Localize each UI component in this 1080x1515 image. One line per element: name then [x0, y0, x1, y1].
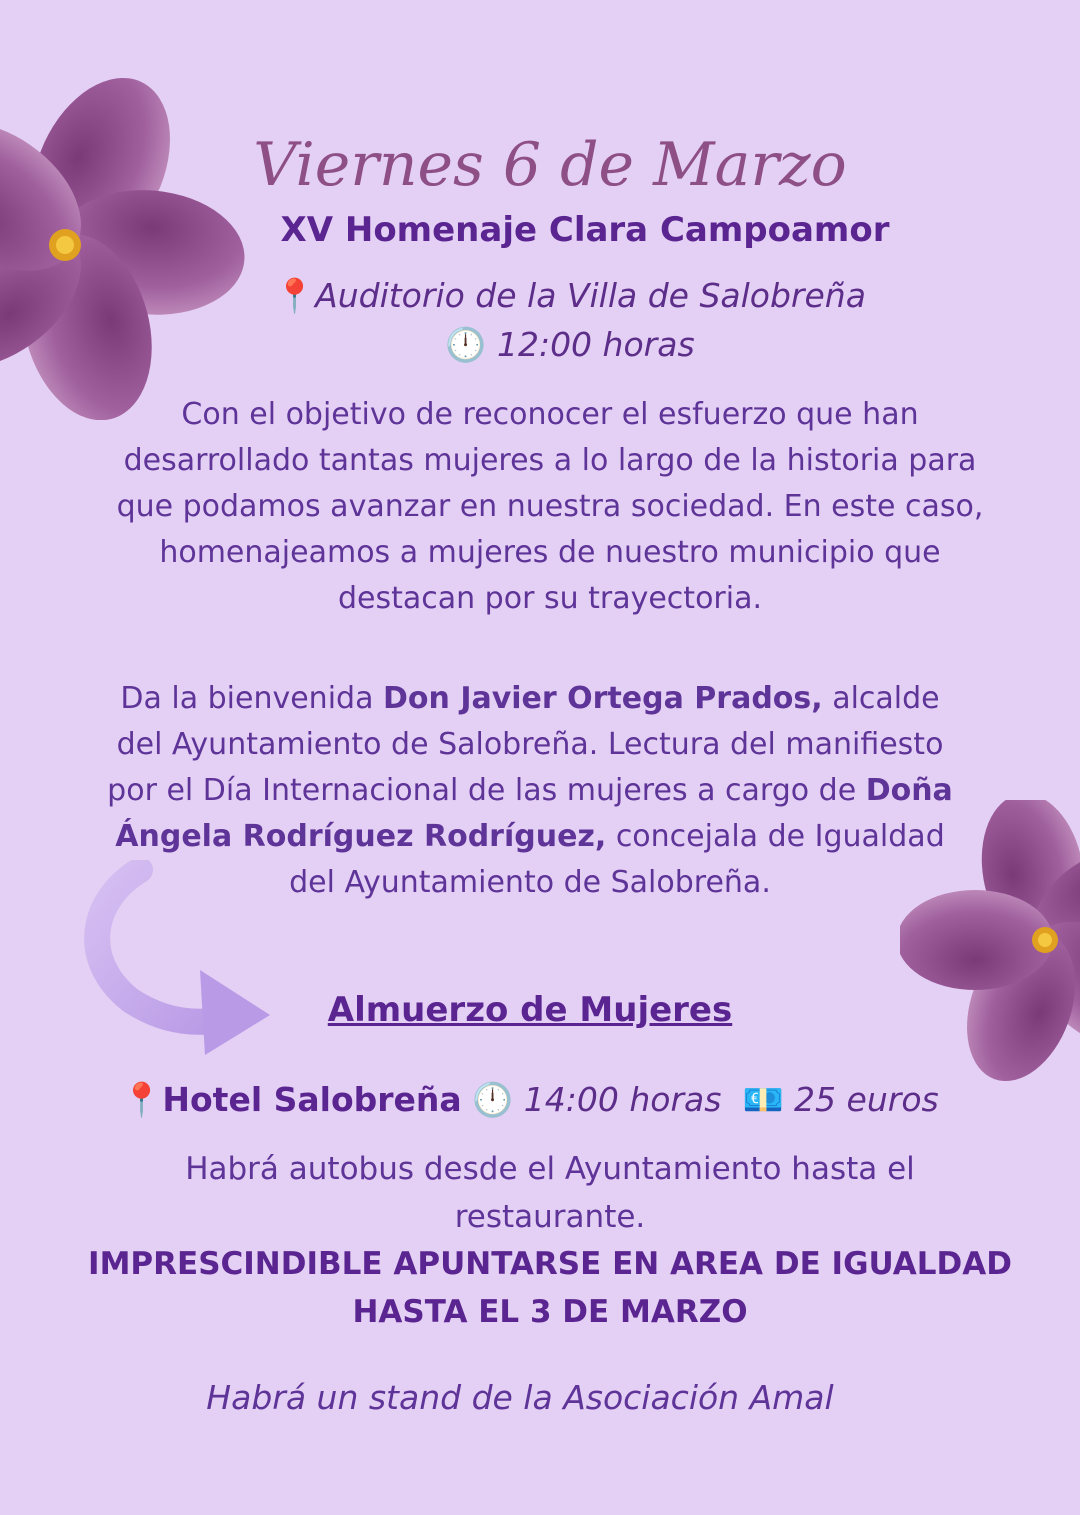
lunch-place: Hotel Salobreña [162, 1080, 462, 1119]
intro-paragraph: Con el objetivo de reconocer el esfuerzo que han desarrollado tantas mujeres a lo largo de la historia para que podamos avanzar en nuestra sociedad. En este caso, homenajeamos a mujeres de nuestro municipio que destacan por su trayectoria. [116, 397, 984, 616]
clock-icon: 🕛 [472, 1080, 514, 1119]
stand-notice: Habrá un stand de la Asociación Amal [206, 1378, 834, 1417]
bus-info: Habrá autobus desde el Ayuntamiento hasta el restaurante. [185, 1151, 915, 1235]
lunch-price: 25 euros [794, 1080, 939, 1119]
round-pushpin-icon: 📍 [274, 276, 316, 315]
flower-icon [0, 60, 260, 420]
event-location [230, 276, 910, 316]
round-pushpin-icon: 📍 [121, 1080, 163, 1119]
clock-icon: 🕛 [445, 325, 487, 364]
councillor-name: Doña Ángela Rodríguez Rodríguez, [115, 773, 953, 854]
councillor-role: concejala de Igualdad del Ayuntamiento de Salobreña. [289, 819, 945, 900]
registration-notice: IMPRESCINDIBLE APUNTARSE EN AREA DE IGUALDAD HASTA EL 3 DE MARZO [88, 1246, 1012, 1330]
event-time [420, 325, 720, 365]
lunch-time: 14:00 horas [523, 1080, 722, 1119]
welcome-prefix: Da la bienvenida [120, 681, 383, 716]
lunch-details [90, 1080, 970, 1120]
mayor-role: alcalde del Ayuntamiento de Salobreña. [116, 681, 940, 762]
welcome-paragraph [100, 676, 960, 906]
event-subtitle: XV Homenaje Clara Campoamor [280, 210, 890, 250]
reading-text: Lectura del manifiesto por el Día Internacional de las mujeres a cargo de [107, 727, 944, 808]
page-title: Viernes 6 de Marzo [253, 130, 847, 200]
lunch-heading: Almuerzo de Mujeres [327, 990, 733, 1030]
banknote-icon: 💶 [742, 1080, 784, 1119]
location-text: Auditorio de la Villa de Salobreña [315, 276, 866, 315]
time-text: 12:00 horas [496, 325, 695, 364]
mayor-name: Don Javier Ortega Prados, [383, 681, 823, 716]
